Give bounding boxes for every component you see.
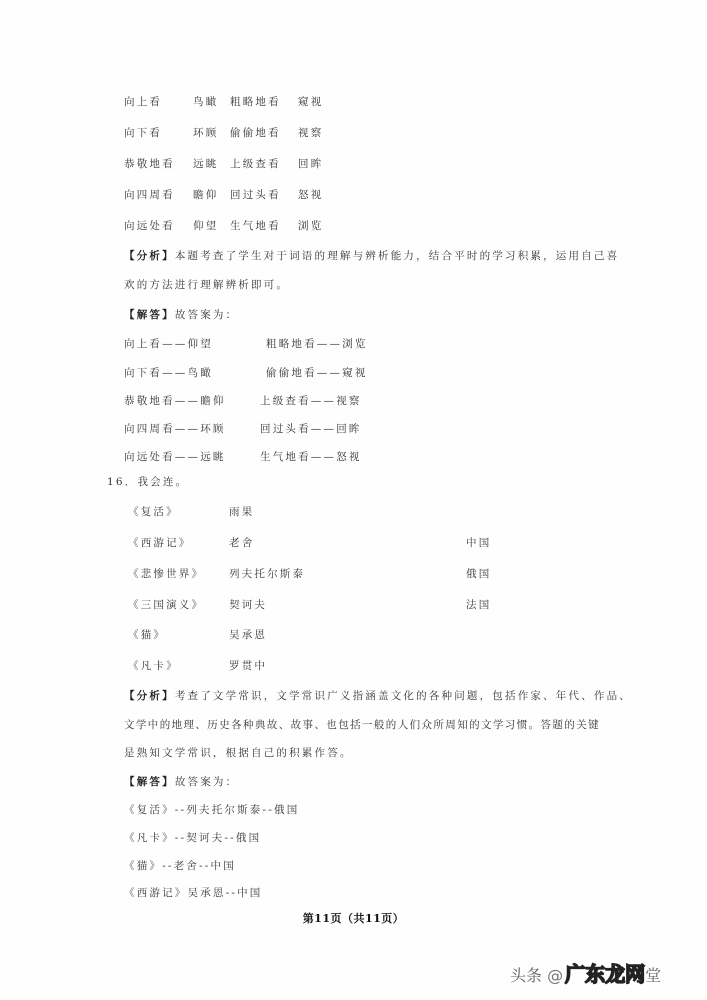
answer-pair-right: 偷偷地看——窥视: [266, 367, 368, 379]
answer-tag: 【解答】: [124, 776, 175, 788]
answer-pair-left: 向上看——仰望: [124, 338, 213, 350]
vocab-cell: 生气地看: [230, 220, 281, 232]
vocab-cell: 环顾: [193, 127, 219, 139]
analysis-line: 是熟知文学常识，根据自己的积累作答。: [124, 747, 353, 759]
author-name: 老舍: [229, 537, 255, 549]
author-name: 雨果: [229, 506, 255, 518]
analysis-line: 文学中的地理、历史各种典故、故事、也包括一般的人们众所周知的文学习惯。答题的关键: [124, 719, 600, 731]
analysis-tag: 【分析】: [124, 690, 175, 702]
answer-pair-right: 粗略地看——浏览: [266, 338, 368, 350]
answer-pair-right: 上级查看——视察: [260, 395, 362, 407]
answer-pair-left: 恭敬地看——瞻仰: [124, 395, 226, 407]
book-title: 《猫》: [128, 629, 167, 641]
vocab-cell: 回过头看: [230, 189, 281, 201]
answer-pair-left: 向远处看——远眺: [124, 451, 226, 463]
vocab-cell: 瞻仰: [193, 189, 219, 201]
vocab-cell: 回眸: [298, 158, 324, 170]
analysis-line: [124, 249, 619, 263]
answer-pair-left: 向四周看——环顾: [124, 423, 226, 435]
page-number: 第11页（共11页）: [302, 912, 405, 925]
answer-intro: 故答案为：: [174, 776, 239, 788]
analysis-text: 考查了文学常识，文学常识广义指涵盖文化的各种问题，包括作家、年代、作品、: [174, 690, 633, 702]
vocab-cell: 恭敬地看: [124, 158, 175, 170]
vocab-cell: 向四周看: [124, 189, 175, 201]
vocab-cell: 粗略地看: [230, 96, 281, 108]
author-name: 吴承恩: [229, 629, 268, 641]
vocab-cell: 向下看: [124, 127, 163, 139]
question-title: 16．我会连。: [107, 476, 189, 488]
vocab-cell: 浏览: [298, 220, 324, 232]
book-title: 《凡卡》: [128, 660, 179, 672]
watermark-brand: 广东龙网: [565, 962, 646, 986]
analysis-line: 欢的方法进行理解辨析即可。: [124, 279, 290, 291]
vocab-cell: 窥视: [298, 96, 324, 108]
watermark-at: @: [547, 966, 564, 985]
book-title: 《三国演义》: [128, 599, 205, 611]
answer-line: 《西游记》吴承恩--中国: [124, 887, 263, 899]
vocab-cell: 仰望: [193, 220, 219, 232]
answer-pair-right: 回过头看——回眸: [260, 423, 362, 435]
watermark-prefix: 头条: [510, 966, 543, 985]
book-title: 《悲惨世界》: [128, 568, 205, 580]
answer-heading: [124, 308, 238, 322]
country-name: 俄国: [466, 568, 492, 580]
watermark-suffix: 堂: [645, 966, 662, 985]
answer-line: 《猫》--老舍--中国: [124, 860, 236, 872]
author-name: 罗贯中: [229, 660, 268, 672]
watermark: [510, 958, 661, 987]
answer-line: 《凡卡》--契诃夫--俄国: [124, 832, 262, 844]
analysis-text: 本题考查了学生对于词语的理解与辨析能力，结合平时的学习积累，运用自己喜: [174, 250, 620, 262]
country-name: 法国: [466, 599, 492, 611]
answer-intro: 故答案为：: [174, 309, 239, 321]
vocab-cell: 向远处看: [124, 220, 175, 232]
answer-heading: [124, 775, 238, 789]
book-title: 《西游记》: [128, 537, 192, 549]
vocab-cell: 向上看: [124, 96, 163, 108]
analysis-line: [124, 689, 632, 703]
vocab-cell: 怒视: [298, 189, 324, 201]
vocab-cell: 视察: [298, 127, 324, 139]
country-name: 中国: [466, 537, 492, 549]
author-name: 列夫托尔斯泰: [229, 568, 306, 580]
answer-tag: 【解答】: [124, 309, 175, 321]
vocab-cell: 上级查看: [230, 158, 281, 170]
answer-pair-right: 生气地看——怒视: [260, 451, 362, 463]
answer-line: 《复活》--列夫托尔斯泰--俄国: [124, 804, 300, 816]
analysis-tag: 【分析】: [124, 250, 175, 262]
author-name: 契诃夫: [229, 599, 268, 611]
vocab-cell: 远眺: [193, 158, 219, 170]
book-title: 《复活》: [128, 506, 179, 518]
vocab-cell: 偷偷地看: [230, 127, 281, 139]
vocab-cell: 鸟瞰: [193, 96, 219, 108]
answer-pair-left: 向下看——鸟瞰: [124, 367, 213, 379]
